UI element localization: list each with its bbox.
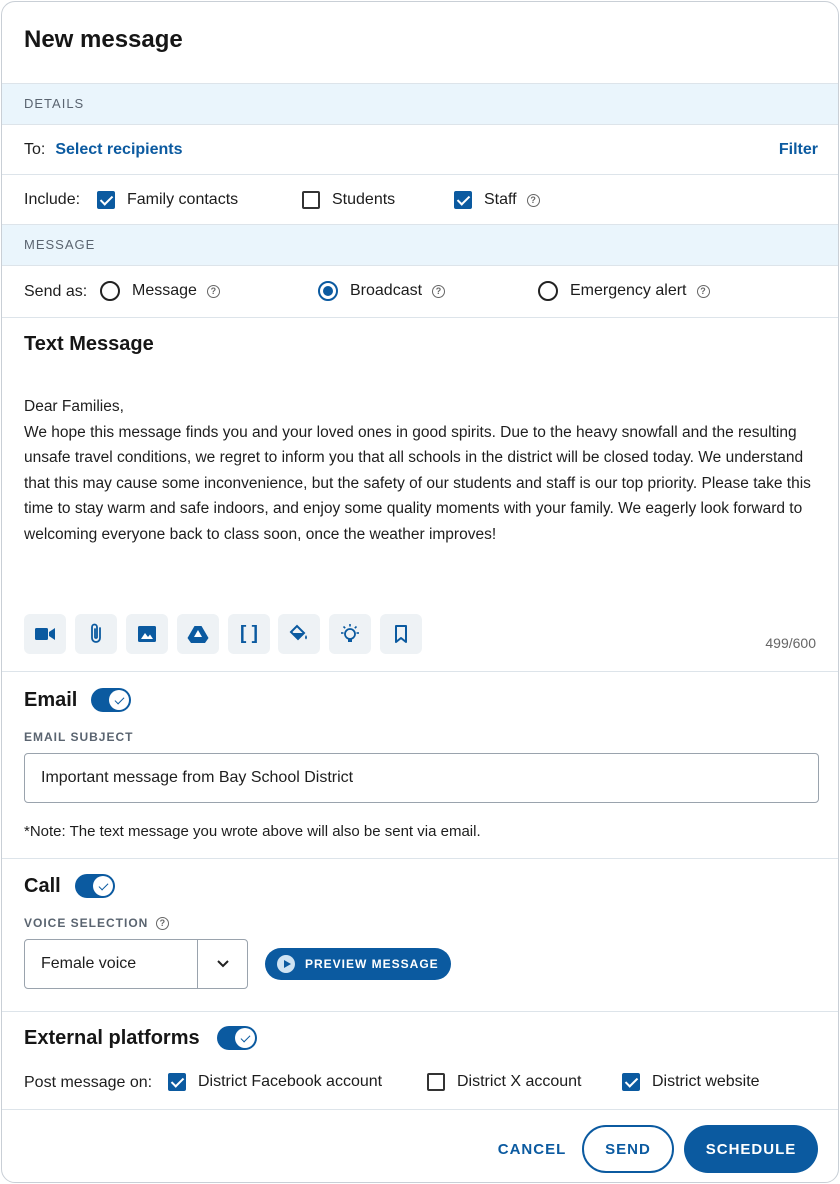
x-account-checkbox[interactable] bbox=[427, 1073, 445, 1091]
email-heading: Email bbox=[24, 689, 78, 711]
brackets-button[interactable] bbox=[228, 614, 270, 654]
message-radio[interactable] bbox=[100, 281, 120, 301]
message-radio-label: Message bbox=[132, 282, 197, 299]
include-family-contacts-option[interactable] bbox=[97, 191, 238, 209]
select-recipients-link[interactable]: Select recipients bbox=[55, 141, 183, 158]
x-account-option[interactable] bbox=[427, 1073, 581, 1091]
recipients-row bbox=[2, 126, 838, 174]
preview-message-label: PREVIEW MESSAGE bbox=[305, 957, 439, 971]
to-label: To: bbox=[24, 141, 46, 158]
drive-icon bbox=[187, 625, 209, 643]
external-platforms-toggle[interactable] bbox=[217, 1026, 257, 1050]
include-label: Include: bbox=[24, 191, 81, 208]
voice-select-value: Female voice bbox=[41, 955, 137, 972]
bookmark-button[interactable] bbox=[380, 614, 422, 654]
voice-selection-label-row bbox=[24, 916, 169, 930]
broadcast-radio[interactable] bbox=[318, 281, 338, 301]
students-label: Students bbox=[332, 191, 396, 208]
email-subject-label: EMAIL SUBJECT bbox=[24, 730, 134, 744]
paint-bucket-icon bbox=[288, 624, 310, 644]
text-message-heading: Text Message bbox=[24, 333, 154, 355]
voice-select[interactable] bbox=[24, 939, 248, 989]
emergency-alert-label: Emergency alert bbox=[570, 282, 687, 299]
voice-selection-label: VOICE SELECTION bbox=[24, 916, 149, 930]
broadcast-radio-label: Broadcast bbox=[350, 282, 423, 299]
send-as-message-option[interactable] bbox=[100, 281, 220, 301]
check-icon bbox=[109, 690, 129, 710]
play-icon bbox=[277, 955, 295, 973]
staff-label: Staff bbox=[484, 191, 517, 208]
send-as-label: Send as: bbox=[24, 283, 88, 300]
dialog-title: New message bbox=[24, 26, 183, 53]
website-label: District website bbox=[652, 1073, 760, 1090]
video-button[interactable] bbox=[24, 614, 66, 654]
send-button[interactable]: SEND bbox=[582, 1125, 674, 1173]
students-checkbox[interactable] bbox=[302, 191, 320, 209]
send-as-broadcast-option[interactable] bbox=[318, 281, 445, 301]
footer-divider bbox=[2, 1109, 838, 1110]
image-icon bbox=[137, 625, 157, 643]
email-note: *Note: The text message you wrote above will also be sent via email. bbox=[24, 823, 481, 840]
facebook-checkbox[interactable] bbox=[168, 1073, 186, 1091]
external-platforms-heading: External platforms bbox=[24, 1027, 200, 1049]
bookmark-icon bbox=[394, 625, 408, 643]
help-icon[interactable]: ? bbox=[207, 285, 220, 298]
facebook-option[interactable] bbox=[168, 1073, 382, 1091]
family-contacts-checkbox[interactable] bbox=[97, 191, 115, 209]
text-message-editor[interactable] bbox=[24, 394, 824, 547]
divider bbox=[2, 317, 838, 318]
chevron-down-icon[interactable] bbox=[197, 940, 247, 988]
attachment-icon bbox=[89, 623, 103, 645]
post-message-on-label: Post message on: bbox=[24, 1074, 153, 1091]
divider bbox=[2, 858, 838, 859]
email-toggle[interactable] bbox=[91, 688, 131, 712]
cancel-button[interactable]: CANCEL bbox=[490, 1128, 574, 1170]
send-as-emergency-option[interactable] bbox=[538, 281, 710, 301]
help-icon[interactable]: ? bbox=[697, 285, 710, 298]
message-section-header: MESSAGE bbox=[2, 224, 838, 266]
attachment-button[interactable] bbox=[75, 614, 117, 654]
preview-message-button[interactable] bbox=[265, 948, 451, 980]
facebook-label: District Facebook account bbox=[198, 1073, 383, 1090]
website-checkbox[interactable] bbox=[622, 1073, 640, 1091]
new-message-dialog bbox=[1, 1, 839, 1183]
details-section-header: DETAILS bbox=[2, 83, 838, 125]
call-heading: Call bbox=[24, 875, 61, 897]
image-button[interactable] bbox=[126, 614, 168, 654]
help-icon[interactable]: ? bbox=[527, 194, 540, 207]
drive-button[interactable] bbox=[177, 614, 219, 654]
message-greeting: Dear Families, bbox=[24, 398, 124, 415]
schedule-button[interactable]: SCHEDULE bbox=[684, 1125, 818, 1173]
x-account-label: District X account bbox=[457, 1073, 582, 1090]
family-contacts-label: Family contacts bbox=[127, 191, 239, 208]
include-staff-option[interactable] bbox=[454, 191, 540, 209]
email-subject-input[interactable] bbox=[24, 753, 819, 803]
website-option[interactable] bbox=[622, 1073, 760, 1091]
include-students-option[interactable] bbox=[302, 191, 395, 209]
lightbulb-icon bbox=[338, 622, 362, 646]
staff-checkbox[interactable] bbox=[454, 191, 472, 209]
help-icon[interactable]: ? bbox=[432, 285, 445, 298]
divider bbox=[2, 671, 838, 672]
call-toggle[interactable] bbox=[75, 874, 115, 898]
emergency-alert-radio[interactable] bbox=[538, 281, 558, 301]
filter-link[interactable]: Filter bbox=[778, 141, 818, 158]
character-count: 499/600 bbox=[765, 635, 816, 651]
divider bbox=[2, 1011, 838, 1012]
check-icon bbox=[93, 876, 113, 896]
fill-color-button[interactable] bbox=[278, 614, 320, 654]
suggestion-button[interactable] bbox=[329, 614, 371, 654]
check-icon bbox=[235, 1028, 255, 1048]
message-body: We hope this message finds you and your loved ones in good spirits. Due to the heavy snowfall and the resulting unsafe travel conditions, we regret to inform you that all schools in the district will be closed today. We understand that this may cause some inconvenience, but the safety of our students and staff is our top priority. Please take this time to stay warm and safe indoors, and enjoy some quality moments with your family. We eagerly look forward to welcoming everyone back to class soon, once the weather improves! bbox=[24, 423, 811, 543]
brackets-icon: [ ] bbox=[240, 623, 258, 644]
video-icon bbox=[35, 627, 55, 641]
help-icon[interactable]: ? bbox=[156, 917, 169, 930]
